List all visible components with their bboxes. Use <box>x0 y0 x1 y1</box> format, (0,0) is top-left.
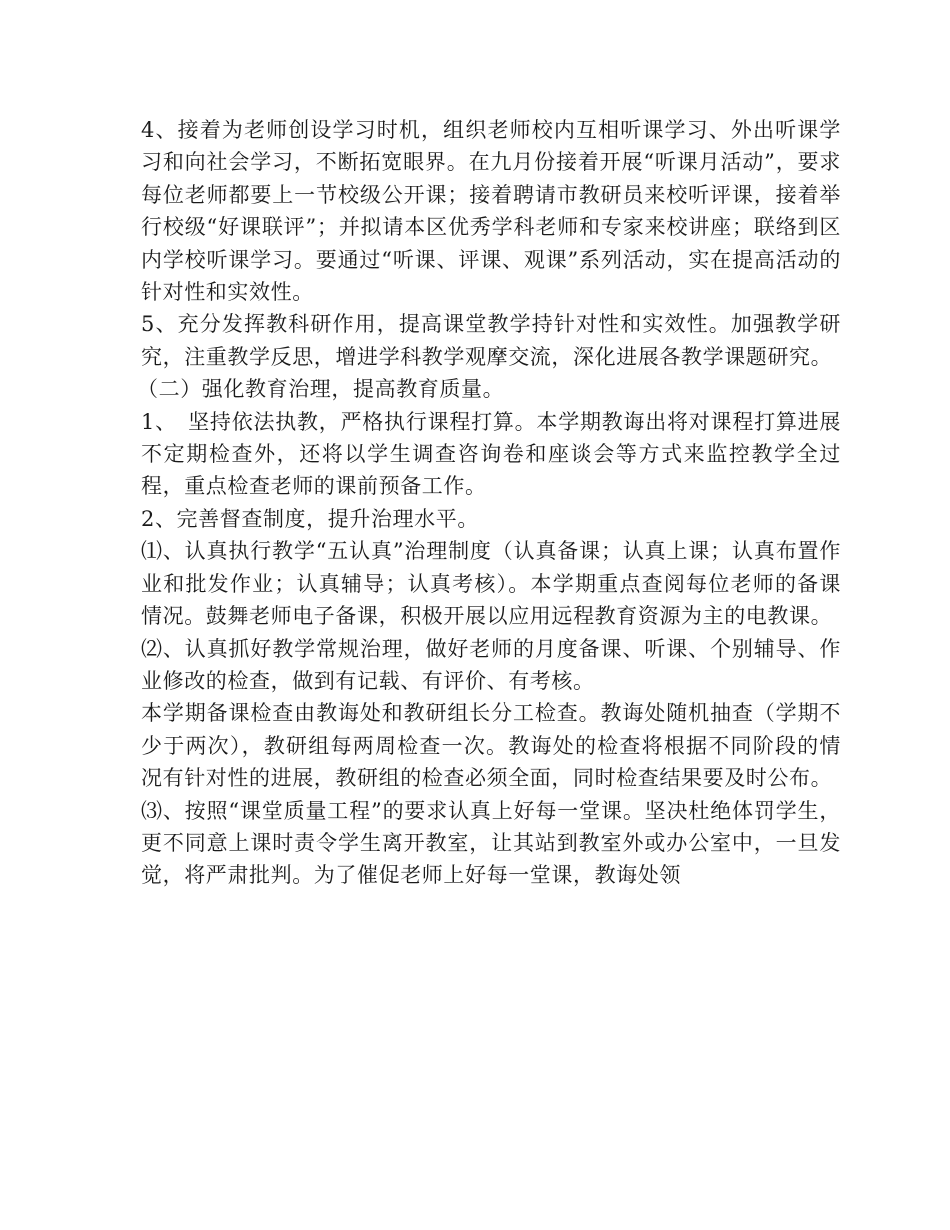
paragraph-subitem-1: ⑴、认真执行教学“五认真”治理制度（认真备课；认真上课；认真布置作业和批发作业；认真辅导；认真考核）。本学期重点查阅每位老师的备课情况。鼓舞老师电子备课，积极开展以应用远程教育资源为主的电教课。 <box>141 539 841 629</box>
paragraph-inspection: 本学期备课检查由教诲处和教研组长分工检查。教诲处随机抽查（学期不少于两次），教研组每两周检查一次。教诲处的检查将根据不同阶段的情况有针对性的进展，教研组的检查必须全面，同时检查结果要及时公布。 <box>141 701 841 791</box>
paragraph-item-1: 1、 坚持依法执教，严格执行课程打算。本学期教诲出将对课程打算进展不定期检查外，还将以学生调查咨询卷和座谈会等方式来监控教学全过程，重点检查老师的课前预备工作。 <box>141 409 841 499</box>
document-body <box>137 114 841 892</box>
paragraph-subitem-2: ⑵、认真抓好教学常规治理，做好老师的月度备课、听课、个别辅导、作业修改的检查，做到有记载、有评价、有考核。 <box>141 636 841 693</box>
paragraph-item-4: 4、接着为老师创设学习时机，组织老师校内互相听课学习、外出听课学习和向社会学习，不断拓宽眼界。在九月份接着开展“听课月活动”，要求每位老师都要上一节校级公开课；接着聘请市教研员来校听评课，接着举行校级“好课联评”；并拟请本区优秀学科老师和专家来校讲座；联络到区内学校听课学习。要通过“听课、评课、观课”系列活动，实在提高活动的针对性和实效性。 <box>141 118 841 305</box>
paragraph-item-5: 5、充分发挥教科研作用，提高课堂教学持针对性和实效性。加强教学研究，注重教学反思，增进学科教学观摩交流，深化进展各教学课题研究。 <box>141 312 841 369</box>
section-heading-2: （二）强化教育治理，提高教育质量。 <box>137 377 505 402</box>
paragraph-subitem-3: ⑶、按照“课堂质量工程”的要求认真上好每一堂课。坚决杜绝体罚学生，更不同意上课时责令学生离开教室，让其站到教室外或办公室中，一旦发觉，将严肃批判。为了催促老师上好每一堂课，教诲处领 <box>141 798 841 888</box>
paragraph-item-2: 2、完善督查制度，提升治理水平。 <box>141 506 479 531</box>
